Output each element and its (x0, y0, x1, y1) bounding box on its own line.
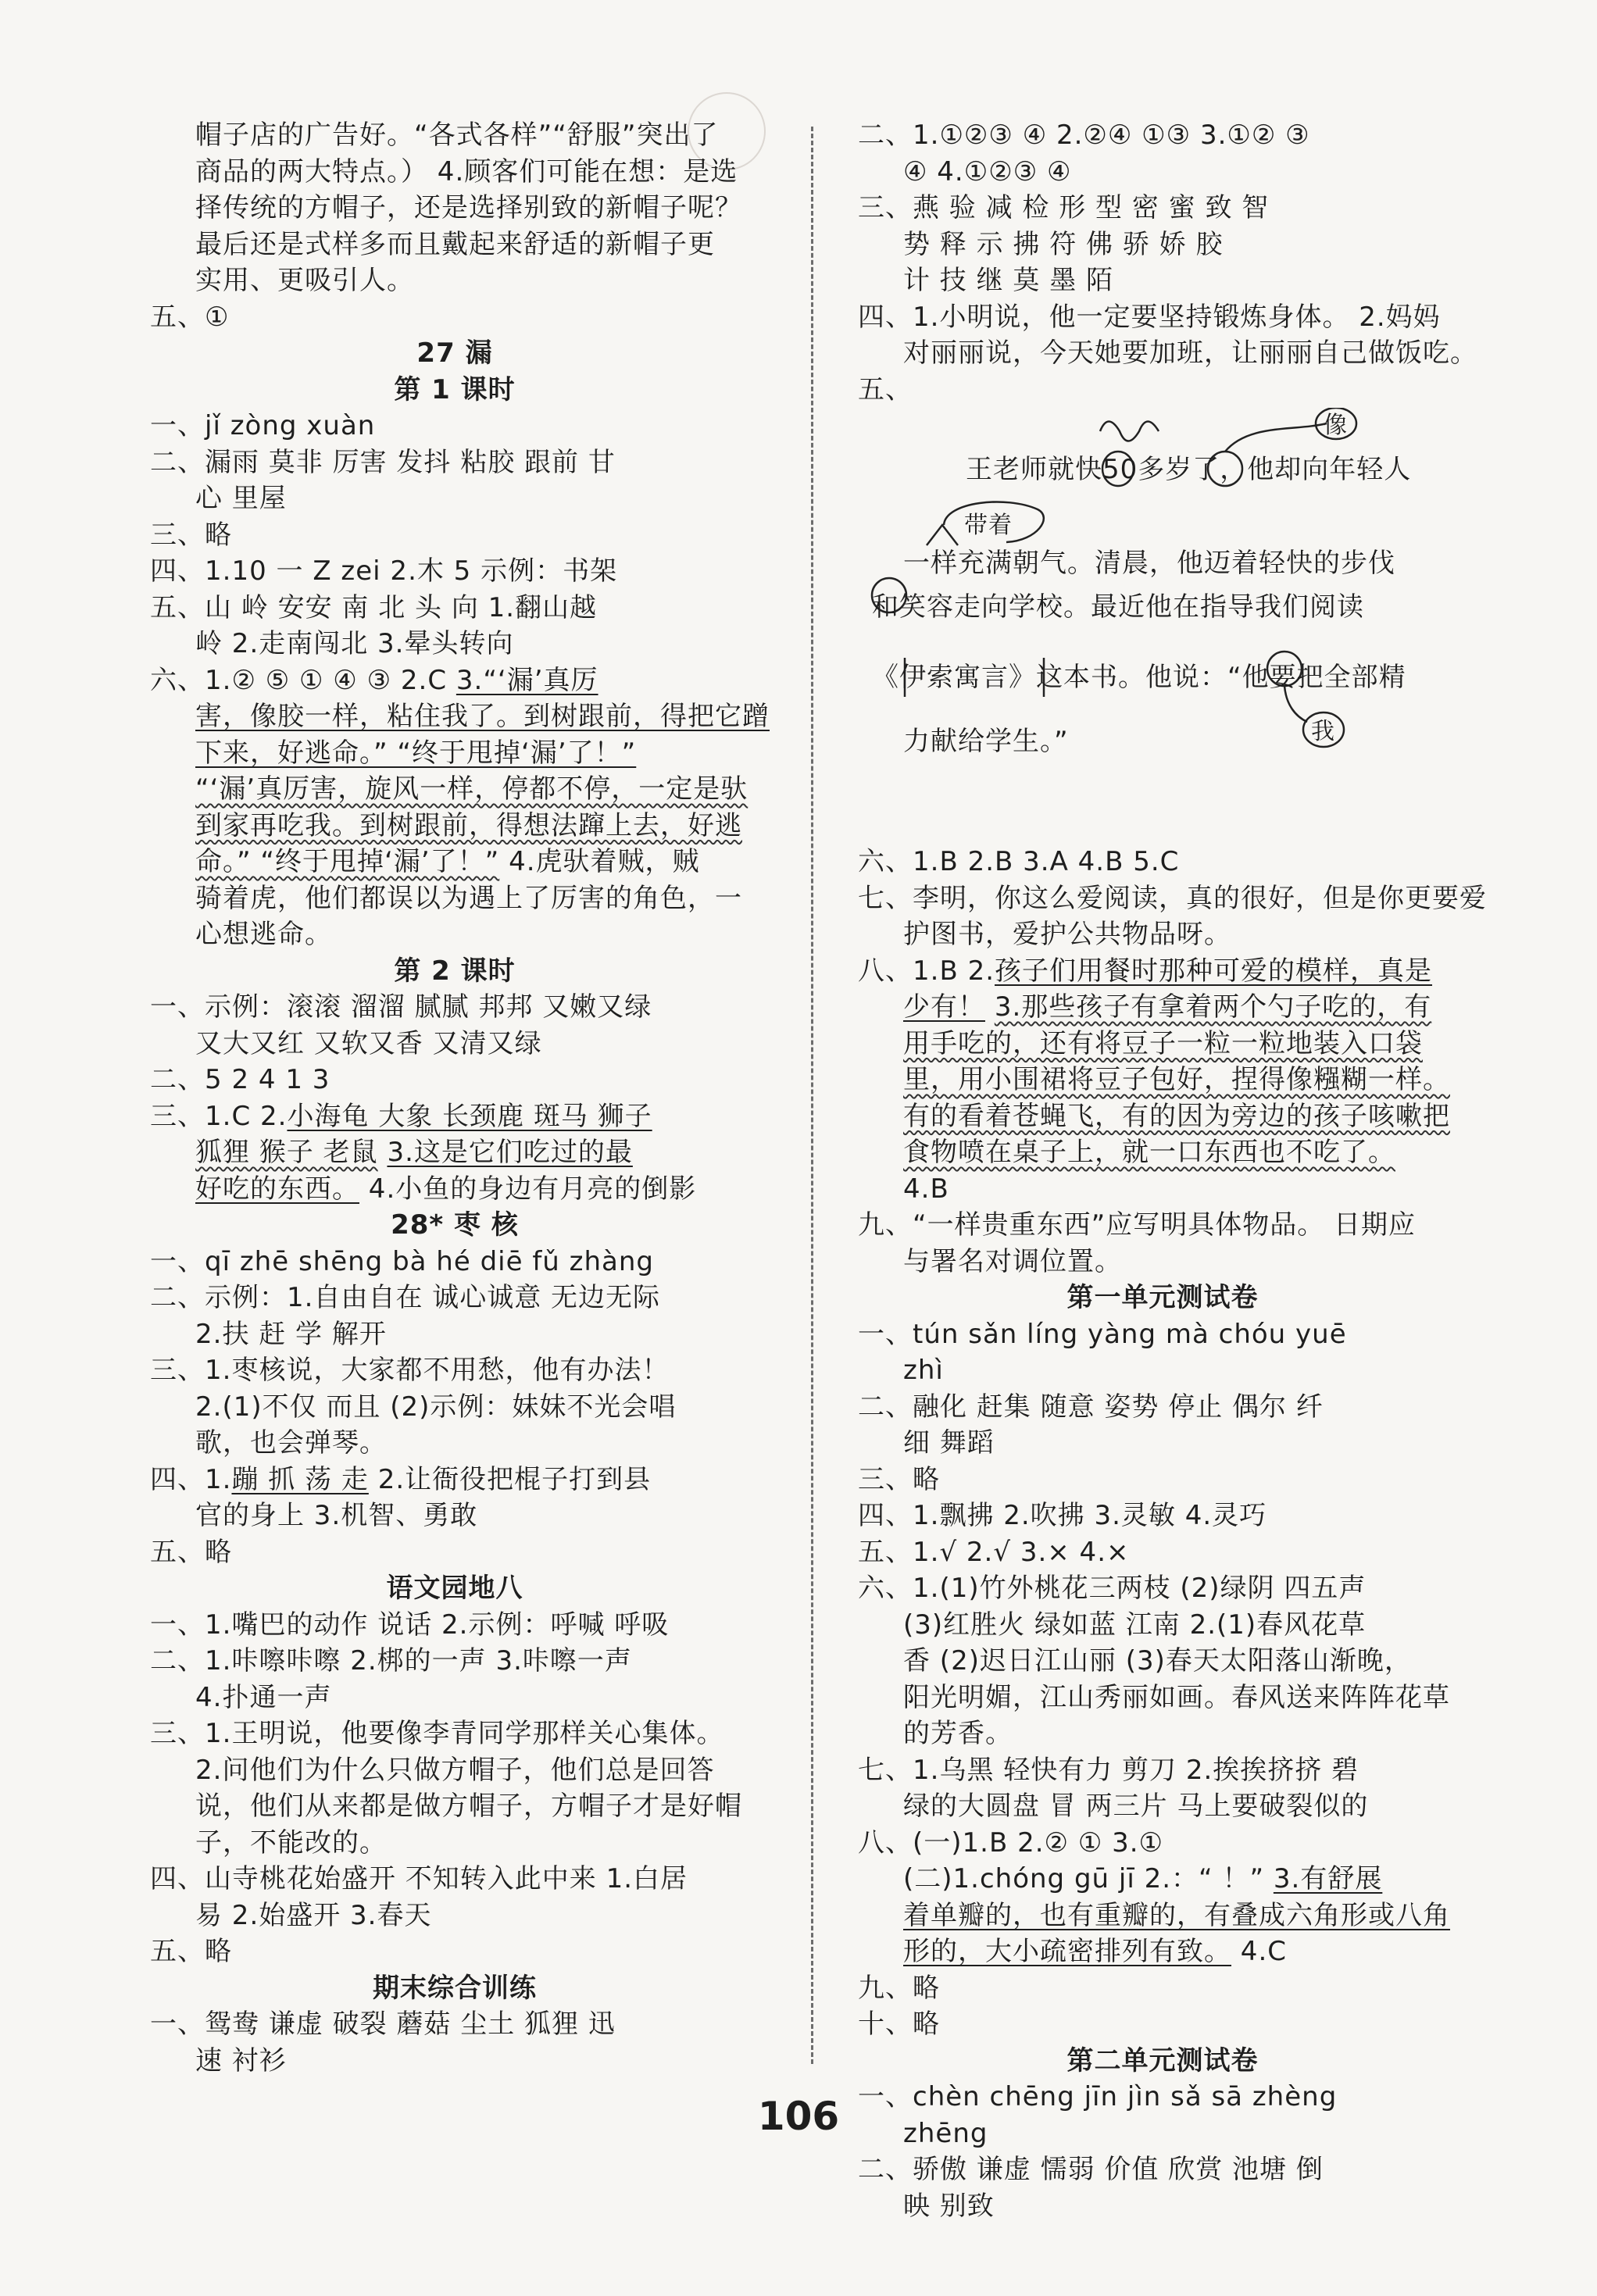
answer-line: 二、漏雨 莫非 厉害 发抖 粘胶 跟前 甘 (150, 446, 616, 478)
answer-line: 二、1.①②③ ④ 2.②④ ①③ 3.①② ③ (858, 120, 1310, 151)
answer-line: 形的，大小疏密排列有致。 4.C (903, 1936, 1287, 1967)
answer-line: 细 舞蹈 (903, 1427, 995, 1459)
answer-line: 食物喷在桌子上，就一口东西也不吃了。 (903, 1137, 1395, 1168)
answer-line: 三、略 (150, 519, 232, 551)
answer-line: 二、1.咔嚓咔嚓 2.梆的一声 3.咔嚓一声 (150, 1645, 632, 1676)
answer-line: 心想逃命。 (195, 919, 332, 950)
answer-line: (3)红胜火 绿如蓝 江南 2.(1)春风花草 (903, 1609, 1367, 1641)
section-heading: 期末综合训练 (373, 1972, 537, 2004)
answer-line: 用手吃的，还有将豆子一粒一粒地装入口袋 (903, 1027, 1423, 1059)
answer-line: 九、略 (858, 1972, 940, 2004)
answer-line: 四、1.蹦 抓 荡 走 2.让衙役把棍子打到县 (150, 1463, 652, 1495)
section-heading: 语文园地八 (386, 1573, 523, 1604)
answer-line: 势 释 示 拂 符 佛 骄 娇 胶 (903, 228, 1224, 260)
answer-line: 二、骄傲 谦虚 懦弱 价值 欣赏 池塘 倒 (858, 2154, 1324, 2185)
answer-line: zhì (903, 1355, 944, 1386)
answer-line: 五、① (150, 301, 230, 333)
answer-line: 一、jǐ zòng xuàn (150, 410, 376, 441)
answer-line: 里，用小围裙将豆子包好，捏得像糨糊一样。 (903, 1064, 1450, 1095)
answer-line: 二、5 2 4 1 3 (150, 1064, 330, 1095)
answer-line: 八、(一)1.B 2.② ① 3.① (858, 1826, 1164, 1859)
answer-line: 帽子店的广告好。“各式各样”“舒服”突出了 (195, 120, 719, 151)
answer-line: 骑着虎，他们都误以为遇上了厉害的角色，一 (195, 882, 742, 914)
answer-line: 心 里屋 (195, 483, 287, 514)
answer-line: 八、1.B 2.孩子们用餐时那种可爱的模样，真是 (858, 955, 1433, 987)
answer-line: 对丽丽说，今天她要加班，让丽丽自己做饭吃。 (903, 337, 1477, 369)
edit-line: 力献给学生。” (903, 726, 1069, 757)
answer-line: 一、tún sǎn líng yàng mà chóu yuē (858, 1318, 1347, 1350)
answer-line: zhēng (903, 2117, 988, 2149)
answer-line: 五、略 (150, 1536, 232, 1568)
answer-line: 二、融化 赶集 随意 姿势 停止 偶尔 纤 (858, 1391, 1324, 1423)
answer-line: 官的身上 3.机智、勇敢 (195, 1500, 478, 1531)
answer-line: 着单瓣的，也有重瓣的，有叠成六角形或八角 (903, 1899, 1450, 1931)
answer-line: 又大又红 又软又香 又清又绿 (195, 1027, 542, 1059)
mark-wo: 我 (1311, 718, 1335, 745)
section-heading: 28* 枣 核 (391, 1209, 519, 1241)
answer-line: 映 别致 (903, 2190, 995, 2222)
answer-line: 五、1.√ 2.√ 3.× 4.× (858, 1536, 1130, 1568)
answer-line: 害，像胶一样，粘住我了。到树跟前，得把它蹭 (195, 701, 770, 732)
answer-line: 香 (2)迟日江山丽 (3)春天太阳落山渐晚， (903, 1645, 1412, 1676)
answer-line: 2.扶 赶 学 解开 (195, 1318, 387, 1350)
answer-line: 择传统的方帽子，还是选择别致的新帽子呢？ (195, 192, 742, 223)
edit-line: 《伊索寓言》这本书。他说：“他要把全部精 (872, 662, 1406, 693)
answer-line: 六、1.B 2.B 3.A 4.B 5.C (858, 846, 1180, 877)
answer-line: 好吃的东西。 4.小鱼的身边有月亮的倒影 (195, 1173, 697, 1205)
proofreading-exercise (858, 408, 1467, 844)
answer-line: 一、1.嘴巴的动作 说话 2.示例：呼喊 呼吸 (150, 1609, 670, 1641)
answer-line: 四、1.10 一 Z zei 2.木 5 示例：书架 (150, 555, 618, 587)
right-column-top (858, 117, 1477, 408)
answer-line: 下来，好逃命。” “终于甩掉‘漏’了！” (195, 737, 637, 769)
answer-line: 子，不能改的。 (195, 1826, 387, 1859)
answer-line: 商品的两大特点。） 4.顾客们可能在想：是选 (195, 155, 738, 187)
answer-line: 绿的大圆盘 冒 两三片 马上要破裂似的 (903, 1791, 1369, 1822)
answer-line: 最后还是式样多而且戴起来舒适的新帽子更 (195, 228, 715, 260)
answer-line: 一、qī zhē shēng bà hé diē fǔ zhàng (150, 1245, 655, 1277)
answer-line: 三、燕 验 减 检 形 型 密 蜜 致 智 (858, 192, 1270, 223)
answer-line: 四、山寺桃花始盛开 不知转入此中来 1.白居 (150, 1863, 688, 1894)
answer-line: 4.扑通一声 (195, 1681, 332, 1713)
answer-line: 五、 (858, 373, 913, 405)
section-heading: 第二单元测试卷 (1066, 2044, 1259, 2076)
mark-daizhe: 带着 (964, 512, 1013, 539)
answer-line: 歌，也会弹琴。 (195, 1427, 387, 1459)
answer-line: 六、1.(1)竹外桃花三两枝 (2)绿阴 四五声 (858, 1573, 1367, 1604)
mark-xiang: 像 (1324, 412, 1348, 439)
answer-line: 与署名对调位置。 (903, 1245, 1122, 1277)
answer-line: 一、鸳鸯 谦虚 破裂 蘑菇 尘土 狐狸 迅 (150, 2009, 616, 2040)
answer-line: 三、1.C 2.小海龟 大象 长颈鹿 斑马 狮子 (150, 1100, 652, 1132)
answer-line: 十、略 (858, 2009, 940, 2040)
answer-line: 有的看着苍蝇飞，有的因为旁边的孩子咳嗽把 (903, 1100, 1450, 1132)
answer-line: 四、1.小明说，他一定要坚持锻炼身体。 2.妈妈 (858, 301, 1441, 333)
left-column (150, 117, 770, 2079)
answer-line: 2.问他们为什么只做方帽子，他们总是回答 (195, 1754, 715, 1786)
answer-line: 狐狸 猴子 老鼠 3.这是它们吃过的最 (195, 1137, 633, 1168)
answer-line: “‘漏’真厉害，旋风一样，停都不停，一定是驮 (195, 773, 748, 805)
answer-line: 七、1.乌黑 轻快有力 剪刀 2.挨挨挤挤 碧 (858, 1754, 1359, 1786)
answer-line: ④ 4.①②③ ④ (903, 155, 1072, 187)
answer-line: 阳光明媚，江山秀丽如画。春风送来阵阵花草 (903, 1681, 1450, 1713)
answer-line: 的芳香。 (903, 1718, 1013, 1749)
answer-line: 六、1.② ⑤ ① ④ ③ 2.C 3.“‘漏’真厉 (150, 664, 598, 696)
answer-line: 一、示例：滚滚 溜溜 腻腻 邦邦 又嫩又绿 (150, 991, 652, 1023)
answer-line: 到家再吃我。到树跟前，得想法蹿上去，好逃 (195, 809, 742, 841)
column-divider (811, 127, 813, 2064)
answer-line: 四、1.飘拂 2.吹拂 3.灵敏 4.灵巧 (858, 1500, 1267, 1531)
answer-line: 三、1.枣核说，大家都不用愁，他有办法！ (150, 1355, 670, 1386)
answer-line: (二)1.chóng gū jī 2.：“ ！” 3.有舒展 (903, 1863, 1383, 1894)
page-number: 106 (757, 2094, 840, 2139)
right-column (858, 117, 1487, 2224)
answer-line: 五、山 岭 安安 南 北 头 向 1.翻山越 (150, 591, 598, 623)
answer-line: 少有！ 3.那些孩子有拿着两个勺子吃的，有 (903, 991, 1432, 1023)
answer-line: 速 衬衫 (195, 2044, 287, 2076)
answer-line: 2.(1)不仅 而且 (2)示例：妹妹不光会唱 (195, 1391, 677, 1423)
answer-line: 一、chèn chēng jīn jìn sǎ sā zhèng (858, 2081, 1338, 2112)
answer-line: 五、略 (150, 1936, 232, 1967)
answer-line: 说，他们从来都是做方帽子，方帽子才是好帽 (195, 1791, 742, 1822)
answer-line: 计 技 继 莫 墨 陌 (903, 265, 1114, 296)
answer-line: 七、李明，你这么爱阅读，真的很好，但是你更要爱 (858, 882, 1487, 914)
answer-line: 二、示例：1.自由自在 诚心诚意 无边无际 (150, 1282, 661, 1313)
answer-line: 三、略 (858, 1463, 940, 1495)
edit-line: 和笑容走向学校。最近他在指导我们阅读 (872, 591, 1364, 623)
answer-line: 护图书，爱护公共物品呀。 (903, 919, 1231, 950)
answer-line: 三、1.王明说，他要像李青同学那样关心集体。 (150, 1718, 724, 1749)
edit-line: 王老师就快50多岁了，他却向年轻人 (966, 454, 1412, 485)
section-heading: 第一单元测试卷 (1066, 1282, 1259, 1313)
answer-line: 九、“一样贵重东西”应写明具体物品。 日期应 (858, 1209, 1417, 1241)
edit-line: 一样充满朝气。清晨，他迈着轻快的步伐 (903, 548, 1395, 579)
section-heading: 第 1 课时 (394, 373, 516, 405)
section-heading: 27 漏 (416, 337, 493, 369)
section-heading: 第 2 课时 (394, 955, 516, 987)
answer-line: 实用、更吸引人。 (195, 265, 414, 296)
answer-line: 岭 2.走南闯北 3.晕头转向 (195, 628, 514, 659)
answer-line: 命。” “终于甩掉‘漏’了！” 4.虎驮着贼，贼 (195, 846, 700, 877)
answer-line: 易 2.始盛开 3.春天 (195, 1899, 432, 1931)
right-column-bottom (858, 844, 1487, 2224)
answer-line: 4.B (903, 1173, 949, 1205)
